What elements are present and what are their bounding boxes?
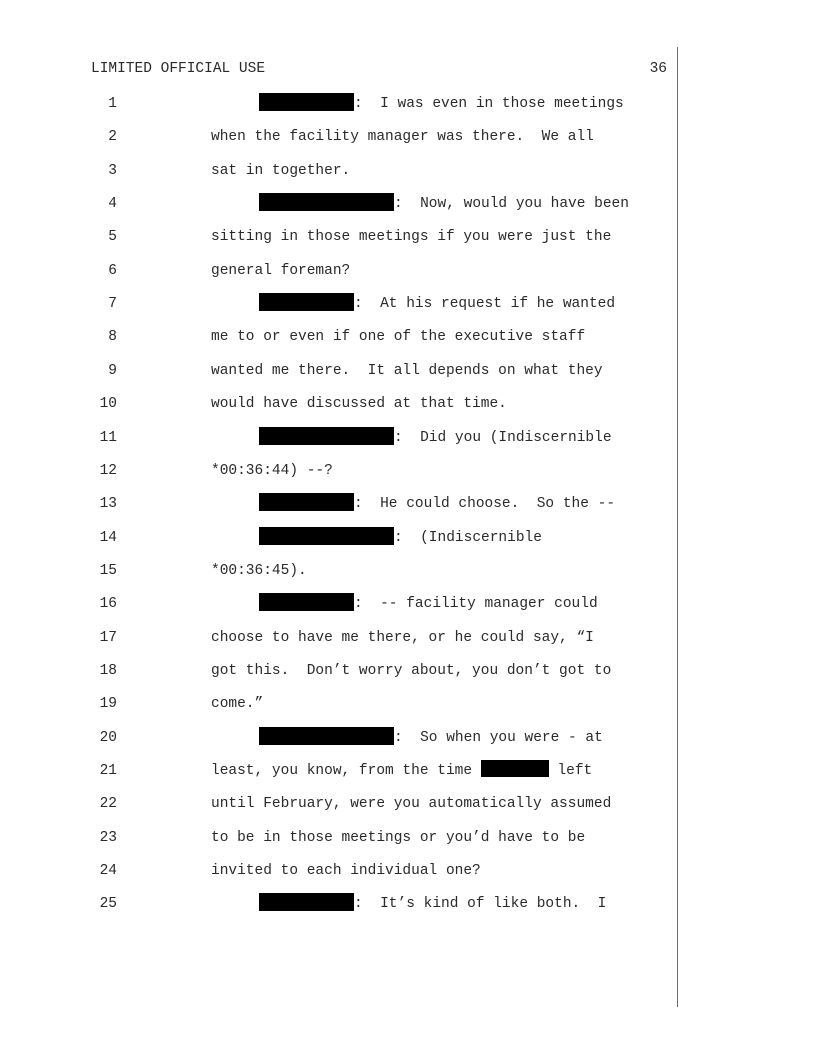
- speaker-redaction: [259, 93, 354, 111]
- line-number: 10: [99, 396, 117, 413]
- line-text: until February, were you automatically assumed: [211, 796, 612, 813]
- line-number: 7: [108, 296, 117, 313]
- transcript-line: [0, 593, 680, 615]
- speaker-redaction: [259, 893, 354, 911]
- line-number: 17: [99, 629, 117, 646]
- line-number: 19: [99, 696, 117, 713]
- line-text: sitting in those meetings if you were just the: [211, 229, 612, 246]
- transcript-line: [0, 493, 680, 515]
- transcript-line: [0, 427, 680, 449]
- line-text: choose to have me there, or he could say, “I: [211, 629, 594, 646]
- speaker-redaction: [259, 293, 354, 311]
- transcript-line: [0, 860, 680, 882]
- line-number: 15: [99, 562, 117, 579]
- transcript-line: [0, 827, 680, 849]
- speaker-redaction: [259, 493, 354, 511]
- speaker-redaction: [259, 427, 394, 445]
- transcript-line: [0, 893, 680, 915]
- line-number: 25: [99, 896, 117, 913]
- line-number: 23: [99, 829, 117, 846]
- speaker-text: : I was even in those meetings: [354, 96, 624, 112]
- classification-header: LIMITED OFFICIAL USE: [91, 61, 266, 77]
- transcript-line: [0, 460, 680, 482]
- line-number: 5: [108, 229, 117, 246]
- line-number: 9: [108, 362, 117, 379]
- speaker-redaction: [259, 527, 394, 545]
- line-number: 2: [108, 129, 117, 146]
- transcript-line: [0, 360, 680, 382]
- line-text: wanted me there. It all depends on what they: [211, 362, 603, 379]
- line-text: general foreman?: [211, 262, 351, 279]
- line-text: [259, 493, 615, 515]
- transcript-line: [0, 326, 680, 348]
- transcript-line: [0, 93, 680, 115]
- line-text: [259, 893, 606, 915]
- speaker-redaction: [259, 727, 394, 745]
- line-text: [259, 593, 598, 615]
- line-number: 6: [108, 262, 117, 279]
- line-text: *00:36:44) --?: [211, 462, 333, 479]
- transcript-line: [0, 260, 680, 282]
- speaker-text: : At his request if he wanted: [354, 296, 616, 313]
- line-text: come.”: [211, 696, 264, 713]
- transcript-line: [0, 760, 680, 782]
- speaker-text: : It’s kind of like both. I: [354, 896, 607, 913]
- line-text: when the facility manager was there. We all: [211, 129, 594, 146]
- transcript-line: [0, 660, 680, 682]
- line-number: 13: [99, 496, 117, 513]
- page-number: 36: [649, 61, 667, 77]
- transcript-line: [0, 160, 680, 182]
- transcript-line: [0, 226, 680, 248]
- line-text: [259, 293, 615, 315]
- transcript-line: [0, 727, 680, 749]
- line-number: 11: [99, 429, 117, 446]
- line-text: to be in those meetings or you’d have to be: [211, 829, 586, 846]
- line-number: 3: [108, 162, 117, 179]
- line-text: me to or even if one of the executive staff: [211, 329, 586, 346]
- line-number: 16: [99, 596, 117, 613]
- transcript-line: [0, 126, 680, 148]
- line-text: [259, 427, 612, 449]
- line-number: 20: [99, 729, 117, 746]
- transcript-line: [0, 293, 680, 315]
- transcript-line: [0, 627, 680, 649]
- text-before-redaction: least, you know, from the time: [211, 763, 481, 779]
- line-text: invited to each individual one?: [211, 863, 481, 880]
- line-number: 8: [108, 329, 117, 346]
- transcript-line: [0, 527, 680, 549]
- line-number: 12: [99, 462, 117, 479]
- speaker-text: : Now, would you have been: [394, 196, 629, 213]
- line-number: 24: [99, 863, 117, 880]
- line-number: 4: [108, 196, 117, 213]
- line-number: 14: [99, 529, 117, 546]
- line-text: [259, 727, 603, 749]
- line-text: [211, 760, 592, 782]
- transcript-line: [0, 560, 680, 582]
- transcript-line: [0, 793, 680, 815]
- line-text: got this. Don’t worry about, you don’t got to: [211, 662, 612, 679]
- transcript-line: [0, 693, 680, 715]
- name-redaction: [481, 760, 549, 777]
- line-text: *00:36:45).: [211, 562, 307, 579]
- speaker-text: : Did you (Indiscernible: [394, 429, 612, 446]
- line-text: sat in together.: [211, 162, 351, 179]
- speaker-text: : -- facility manager could: [354, 596, 598, 613]
- text-after-redaction: left: [548, 763, 593, 779]
- transcript-line: [0, 193, 680, 215]
- speaker-text: : He could choose. So the --: [354, 496, 616, 513]
- speaker-text: : So when you were - at: [394, 729, 603, 746]
- line-text: [259, 193, 629, 215]
- speaker-redaction: [259, 193, 394, 211]
- line-text: [259, 93, 624, 115]
- line-number: 21: [99, 763, 117, 779]
- speaker-text: : (Indiscernible: [394, 529, 542, 546]
- line-number: 22: [99, 796, 117, 813]
- line-number: 18: [99, 662, 117, 679]
- line-text: [259, 527, 542, 549]
- transcript-line: [0, 393, 680, 415]
- speaker-redaction: [259, 593, 354, 611]
- line-text: would have discussed at that time.: [211, 396, 507, 413]
- line-number: 1: [108, 96, 117, 112]
